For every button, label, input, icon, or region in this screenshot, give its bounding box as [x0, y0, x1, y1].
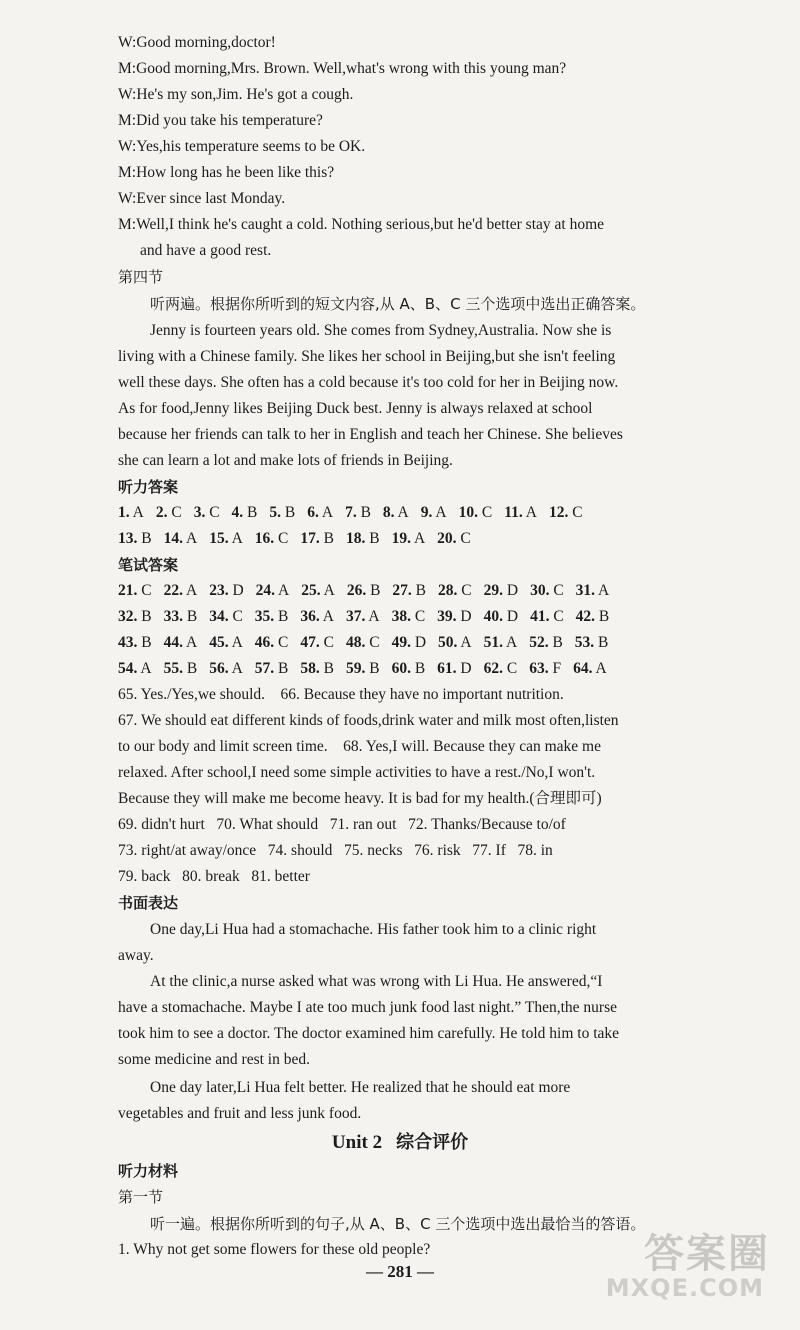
answer-choice: B [137, 634, 152, 651]
answer-number: 5. [269, 504, 281, 521]
answer-item [530, 604, 564, 630]
answer-number: 12. [548, 504, 569, 521]
answer-line: 79. back 80. break 81. better [118, 868, 310, 885]
answer-item [269, 500, 295, 526]
answer-choice: C [205, 504, 220, 521]
answer-item [255, 526, 289, 552]
answer-number: 43. [118, 634, 138, 651]
dialogue-line: W:He's my son,Jim. He's got a cough. [118, 86, 354, 103]
answer-number: 15. [209, 530, 229, 547]
answer-row [118, 656, 690, 682]
answer-choice: B [274, 660, 289, 677]
answer-number: 36. [300, 608, 320, 625]
writing-line: took him to see a doctor. The doctor examined him carefully. He told him to take [118, 1025, 620, 1042]
answer-item [209, 656, 243, 682]
answer-choice: A [182, 634, 198, 651]
answer-choice: A [502, 634, 518, 651]
answer-choice: B [365, 660, 380, 677]
answer-number: 44. [163, 634, 183, 651]
answer-line: 69. didn't hurt 70. What should 71. ran out 72. Thanks/Because to/of [118, 816, 566, 833]
answer-number: 42. [575, 608, 596, 625]
writing-line: vegetables and fruit and less junk food. [118, 1105, 362, 1122]
answer-number: 49. [391, 634, 411, 651]
unit-title [0, 1128, 800, 1154]
answer-number: 64. [573, 660, 593, 677]
answer-item [255, 604, 289, 630]
answer-choice: A [318, 504, 334, 521]
answer-row [118, 630, 690, 656]
answer-choice: C [319, 634, 334, 651]
answer-item [255, 656, 289, 682]
answer-choice: F [548, 660, 562, 677]
answer-number: 18. [345, 530, 366, 547]
answer-number: 23. [209, 582, 229, 599]
answer-number: 8. [382, 504, 395, 521]
answer-choice: C [549, 582, 564, 599]
answer-choice: A [320, 582, 335, 599]
answer-item [345, 500, 371, 526]
answer-item [118, 578, 152, 604]
answer-item [209, 630, 243, 656]
answer-choice: D [456, 608, 472, 625]
dialogue-line: M:Did you take his temperature? [118, 112, 323, 129]
answer-number: 59. [345, 660, 366, 677]
answer-item [209, 578, 243, 604]
answer-item [118, 526, 152, 552]
answer-choice: B [410, 660, 426, 677]
answer-number: 27. [392, 582, 412, 599]
answer-number: 58. [300, 660, 320, 677]
answer-item [255, 630, 289, 656]
answer-choice: B [595, 608, 610, 625]
answer-number: 62. [483, 660, 503, 677]
answer-choice: B [182, 608, 198, 625]
answer-number: 19. [391, 530, 411, 547]
answer-item [484, 578, 518, 604]
answer-choice: B [281, 504, 296, 521]
dialogue-line: W:Ever since last Monday. [118, 190, 286, 207]
page-number: — 281 — [366, 1262, 434, 1281]
writing-line: One day,Li Hua had a stomachache. His father took him to a clinic right [150, 921, 597, 938]
answer-number: 50. [438, 634, 458, 651]
section-instruction: 听一遍。根据你所听到的句子,从 A、B、C 三个选项中选出最恰当的答语。 [150, 1215, 646, 1233]
answer-line: 73. right/at away/once 74. should 75. necks 76. risk 77. If 78. in [118, 842, 553, 859]
answer-number: 4. [231, 504, 244, 521]
answer-choice: A [394, 504, 409, 521]
answer-choice: A [457, 634, 472, 651]
answer-number: 1. [118, 504, 130, 521]
answer-item [484, 656, 518, 682]
answer-choice: C [549, 608, 564, 625]
answer-number: 34. [209, 608, 229, 625]
answer-number: 53. [574, 634, 595, 651]
answer-number: 10. [458, 504, 478, 521]
answer-item [156, 500, 182, 526]
answer-row [118, 578, 690, 604]
answer-item [549, 500, 583, 526]
answer-choice: C [456, 530, 471, 547]
answer-choice: B [137, 608, 152, 625]
answer-item [301, 578, 335, 604]
answer-choice: A [432, 504, 447, 521]
answer-choice: B [594, 634, 609, 651]
answer-number: 56. [209, 660, 229, 677]
answer-item [437, 656, 471, 682]
answer-choice: B [243, 504, 258, 521]
answer-number: 54. [118, 660, 138, 677]
answer-item [307, 500, 333, 526]
answer-choice: A [275, 582, 290, 599]
answer-choice: B [319, 660, 334, 677]
answer-number: 63. [529, 660, 549, 677]
answer-item [164, 578, 198, 604]
writing-line: One day later,Li Hua felt better. He realized that he should eat more [150, 1079, 571, 1096]
answer-item [392, 656, 426, 682]
answer-choice: C [365, 634, 380, 651]
dialogue-line: M:Well,I think he's caught a cold. Nothing serious,but he'd better stay at home [118, 216, 605, 233]
answer-number: 51. [483, 634, 503, 651]
answer-choice: D [502, 608, 519, 625]
answer-item [529, 656, 561, 682]
passage-line: Jenny is fourteen years old. She comes from Sydney,Australia. Now she is [150, 322, 612, 339]
answer-choice: C [457, 582, 472, 599]
answer-item [232, 500, 258, 526]
passage-line: she can learn a lot and make lots of friends in Beijing. [118, 452, 453, 469]
answer-item [118, 604, 152, 630]
answer-number: 3. [193, 504, 206, 521]
dialogue-line: W:Good morning,doctor! [118, 34, 276, 51]
passage-line: living with a Chinese family. She likes her school in Beijing,but she isn't feeling [118, 348, 616, 365]
answer-row [118, 526, 690, 552]
answer-item [437, 526, 471, 552]
answer-number: 11. [504, 504, 523, 521]
passage-line: well these days. She often has a cold because it's too cold for her in Beijing now. [118, 374, 619, 391]
answer-item [484, 630, 518, 656]
answer-number: 57. [254, 660, 275, 677]
answer-number: 29. [483, 582, 503, 599]
answer-item [576, 578, 610, 604]
answer-line: 65. Yes./Yes,we should. 66. Because they have no important nutrition. [118, 686, 564, 703]
answer-number: 30. [530, 582, 550, 599]
answer-item [164, 526, 198, 552]
answer-line: Because they will make me become heavy. It is bad for my health.(合理即可) [118, 790, 602, 807]
answer-choice: B [137, 530, 152, 547]
answer-number: 13. [118, 530, 138, 547]
listening-material-heading: 听力材料 [118, 1162, 179, 1180]
answer-item [438, 578, 472, 604]
answer-choice: C [137, 582, 152, 599]
answer-number: 35. [254, 608, 275, 625]
answer-choice: D [456, 660, 472, 677]
writing-line: At the clinic,a nurse asked what was wrong with Li Hua. He answered,“I [150, 973, 603, 990]
writing-line: some medicine and rest in bed. [118, 1051, 310, 1068]
answer-item [164, 604, 198, 630]
answer-number: 24. [255, 582, 276, 599]
answer-choice: C [274, 634, 289, 651]
answer-choice: B [319, 530, 334, 547]
answer-choice: A [592, 660, 607, 677]
writing-line: away. [118, 947, 154, 964]
answer-item [300, 656, 334, 682]
unit-title-label: Unit 2 [331, 1132, 383, 1153]
dialogue-line: W:Yes,his temperature seems to be OK. [118, 138, 366, 155]
answer-number: 37. [345, 608, 366, 625]
answer-number: 7. [345, 504, 357, 521]
answer-number: 14. [163, 530, 183, 547]
answer-number: 25. [301, 582, 321, 599]
answer-number: 17. [300, 530, 320, 547]
answer-number: 9. [420, 504, 433, 521]
answer-number: 21. [118, 582, 138, 599]
answer-number: 33. [163, 608, 183, 625]
answer-choice: A [129, 504, 144, 521]
answer-item [346, 630, 380, 656]
answer-item [421, 500, 447, 526]
answer-number: 6. [307, 504, 319, 521]
answer-item [576, 604, 610, 630]
answer-choice: A [182, 582, 198, 599]
answer-number: 2. [155, 504, 168, 521]
answer-choice: B [366, 582, 381, 599]
answer-number: 40. [483, 608, 503, 625]
answer-number: 61. [437, 660, 457, 677]
answer-number: 60. [391, 660, 411, 677]
answer-item [118, 500, 144, 526]
answer-item [164, 630, 198, 656]
answer-line: 67. We should eat different kinds of foods,drink water and milk most often,listen [118, 712, 619, 729]
dialogue-line: M:Good morning,Mrs. Brown. Well,what's wrong with this young man? [118, 60, 567, 77]
answer-item [437, 604, 471, 630]
section-heading: 第四节 [118, 268, 164, 286]
answer-item [347, 578, 381, 604]
answer-item [118, 630, 152, 656]
answer-number: 31. [575, 582, 596, 599]
answer-choice: C [410, 608, 426, 625]
answer-line: to our body and limit screen time. 68. Yes,I will. Because they can make me [118, 738, 601, 755]
answer-row [118, 500, 690, 526]
dialogue-line: M:How long has he been like this? [118, 164, 335, 181]
passage-line: As for food,Jenny likes Beijing Duck best. Jenny is always relaxed at school [118, 400, 593, 417]
watermark-url: MXQE.COM [605, 1274, 764, 1302]
answer-choice: C [568, 504, 583, 521]
answer-item [209, 526, 243, 552]
passage-line: because her friends can talk to her in English and teach her Chinese. She believes [118, 426, 623, 443]
answer-number: 20. [437, 530, 457, 547]
answer-row [118, 604, 690, 630]
answer-choice: C [274, 530, 289, 547]
question-line: 1. Why not get some flowers for these old people? [118, 1241, 431, 1258]
answer-choice: A [319, 608, 334, 625]
answer-number: 45. [209, 634, 229, 651]
answer-choice: A [228, 660, 243, 677]
answer-line: relaxed. After school,I need some simple activities to have a rest./No,I won't. [118, 764, 596, 781]
answer-choice: D [502, 582, 519, 599]
writing-line: have a stomachache. Maybe I ate too much junk food last night.” Then,the nurse [118, 999, 618, 1016]
answer-item [392, 526, 426, 552]
answer-choice: A [365, 608, 380, 625]
answer-item [504, 500, 537, 526]
answer-item [530, 578, 564, 604]
answer-item [209, 604, 243, 630]
answer-choice: A [595, 582, 610, 599]
answer-item [459, 500, 493, 526]
answer-item [575, 630, 609, 656]
unit-subtitle: 综合评价 [396, 1132, 469, 1153]
answer-choice: C [502, 660, 518, 677]
answer-choice: A [228, 530, 243, 547]
answer-choice: A [410, 530, 426, 547]
answer-choice: D [228, 582, 244, 599]
answer-item [300, 604, 334, 630]
answer-choice: C [477, 504, 493, 521]
answer-number: 32. [118, 608, 138, 625]
answer-item [256, 578, 290, 604]
section-instruction: 听两遍。根据你所听到的短文内容,从 A、B、C 三个选项中选出正确答案。 [150, 295, 646, 313]
answer-number: 26. [346, 582, 367, 599]
answer-item [118, 656, 152, 682]
answer-item [573, 656, 607, 682]
answer-number: 48. [345, 634, 366, 651]
writing-heading: 书面表达 [118, 894, 179, 912]
answer-choice: C [167, 504, 182, 521]
answer-choice: A [228, 634, 243, 651]
answer-item [164, 656, 198, 682]
answer-item [438, 630, 472, 656]
answer-item [194, 500, 220, 526]
section-heading: 第一节 [118, 1188, 164, 1206]
answer-number: 52. [529, 634, 549, 651]
answer-item [392, 604, 426, 630]
answer-number: 41. [530, 608, 550, 625]
answer-item [392, 578, 426, 604]
answer-number: 46. [254, 634, 275, 651]
answer-number: 16. [254, 530, 275, 547]
answer-number: 38. [391, 608, 411, 625]
answer-item [383, 500, 409, 526]
answer-choice: A [137, 660, 152, 677]
answer-choice: B [274, 608, 289, 625]
answer-number: 28. [438, 582, 458, 599]
answer-choice: B [182, 660, 198, 677]
answer-item [346, 656, 380, 682]
answer-item [300, 630, 334, 656]
answer-number: 39. [437, 608, 457, 625]
answer-choice: A [182, 530, 198, 547]
answer-item [346, 604, 380, 630]
answer-choice: C [228, 608, 243, 625]
watermark-logo [580, 1222, 770, 1310]
answer-item [484, 604, 518, 630]
answer-choice: B [365, 530, 380, 547]
answer-number: 47. [300, 634, 320, 651]
answer-choice: B [548, 634, 563, 651]
watermark-text: 答案圈 [644, 1231, 770, 1277]
answer-choice: B [411, 582, 427, 599]
answer-item [529, 630, 563, 656]
dialogue-line: and have a good rest. [140, 242, 272, 259]
written-answers-heading: 笔试答案 [118, 556, 179, 574]
answer-number: 55. [163, 660, 183, 677]
answer-item [346, 526, 380, 552]
answer-choice: D [410, 634, 427, 651]
answer-number: 22. [163, 582, 183, 599]
answer-choice: B [356, 504, 371, 521]
answer-item [392, 630, 426, 656]
answer-choice: A [522, 504, 537, 521]
listening-answers-heading: 听力答案 [118, 478, 179, 496]
answer-item [300, 526, 334, 552]
